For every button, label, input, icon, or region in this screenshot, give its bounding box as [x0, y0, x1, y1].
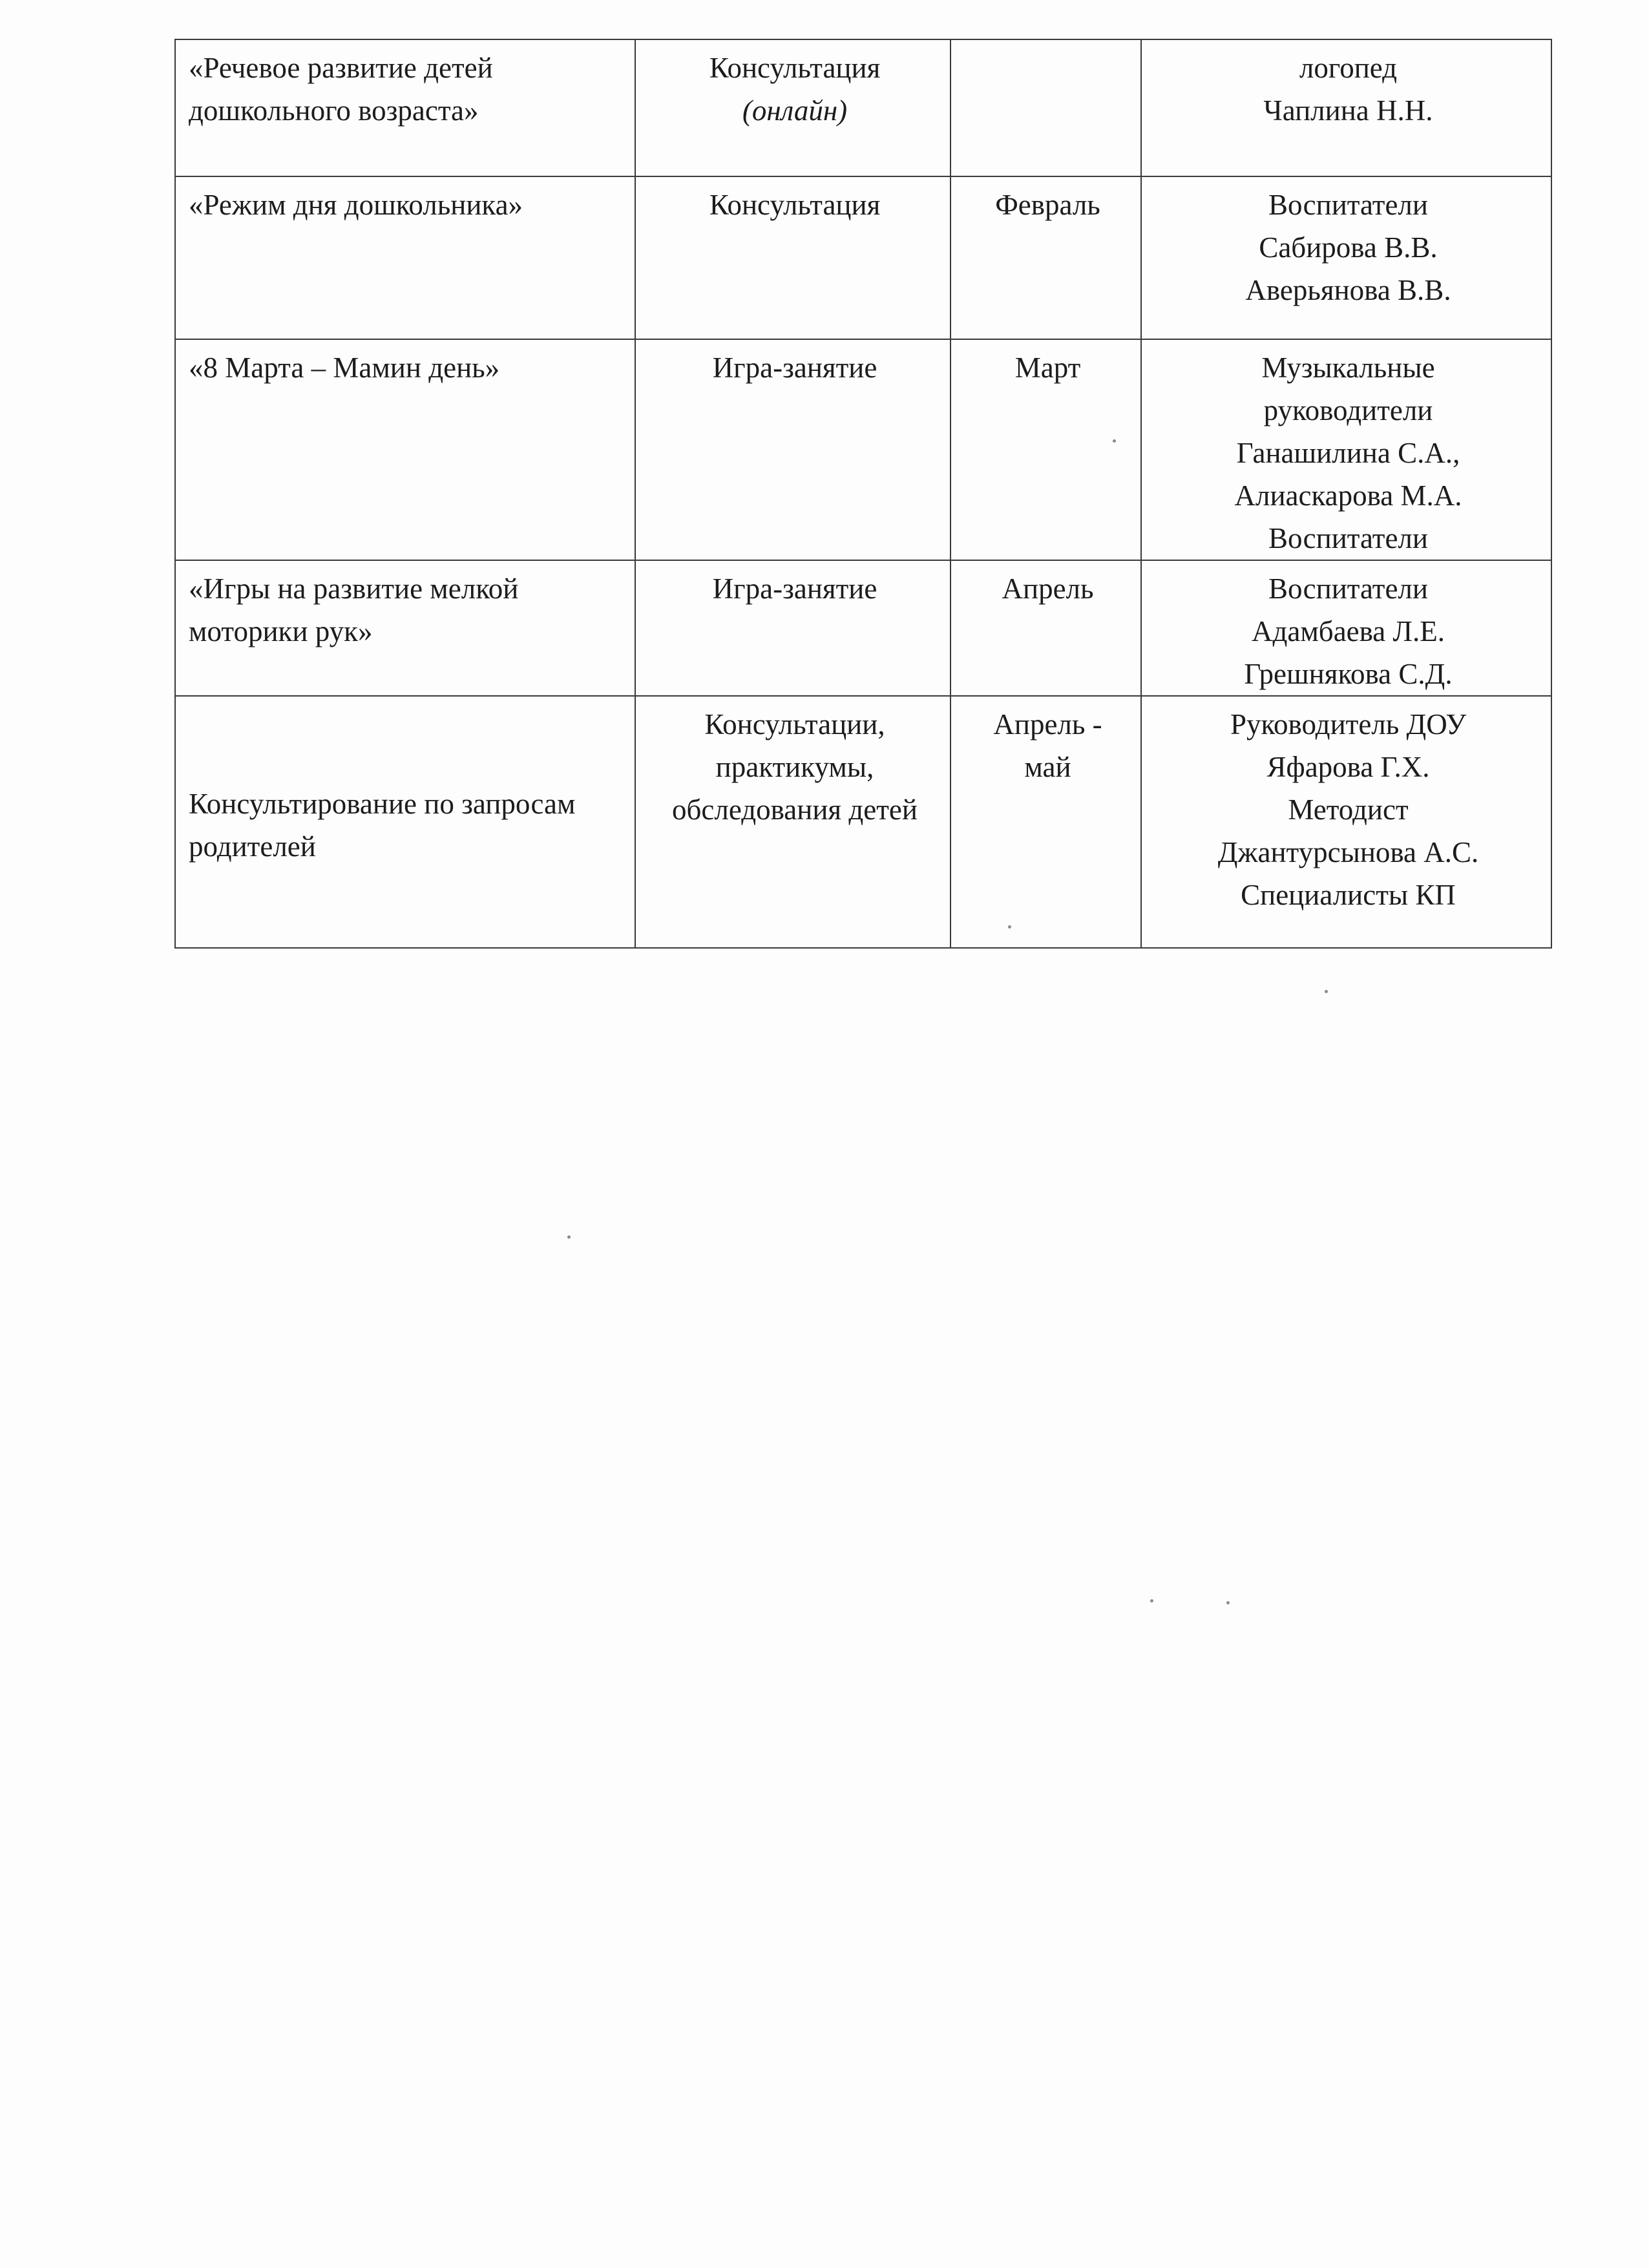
form-cell: Консультация: [635, 176, 951, 339]
form-cell: Игра-занятие: [635, 339, 951, 560]
form-cell: Консультации, практикумы, обследования детей: [635, 696, 951, 948]
date-cell: Февраль: [951, 176, 1141, 339]
table-row: [175, 176, 1551, 339]
responsible-cell: Воспитатели Адамбаева Л.Е. Грешнякова С.Д.: [1141, 560, 1551, 696]
date-cell: Апрель - май: [951, 696, 1141, 948]
scan-speck: [1226, 1601, 1230, 1604]
topic-cell: «8 Марта – Мамин день»: [175, 339, 635, 560]
events-table: [174, 39, 1552, 949]
topic-cell: «Режим дня дошкольника»: [175, 176, 635, 339]
scan-speck: [567, 1235, 571, 1239]
topic-cell: «Игры на развитие мелкой моторики рук»: [175, 560, 635, 696]
table-row: [175, 339, 1551, 560]
form-cell: Консультация (онлайн): [635, 39, 951, 176]
date-cell: Апрель: [951, 560, 1141, 696]
scan-speck: [1113, 439, 1116, 443]
table-row: [175, 39, 1551, 176]
responsible-cell: логопед Чаплина Н.Н.: [1141, 39, 1551, 176]
table-row: [175, 696, 1551, 948]
form-cell: Игра-занятие: [635, 560, 951, 696]
date-cell: [951, 39, 1141, 176]
topic-cell: Консультирование по запросам родителей: [175, 696, 635, 948]
responsible-cell: Руководитель ДОУ Яфарова Г.Х. Методист Джантурсынова А.С. Специалисты КП: [1141, 696, 1551, 948]
topic-cell: «Речевое развитие детей дошкольного возраста»: [175, 39, 635, 176]
scan-speck: [1008, 925, 1011, 929]
scan-speck: [1150, 1599, 1153, 1602]
table-row: [175, 560, 1551, 696]
scan-speck: [1325, 990, 1328, 993]
form-note: (онлайн): [742, 94, 848, 127]
responsible-cell: Воспитатели Сабирова В.В. Аверьянова В.В.: [1141, 176, 1551, 339]
responsible-cell: Музыкальные руководители Ганашилина С.А., Алиаскарова М.А. Воспитатели: [1141, 339, 1551, 560]
date-cell: Март: [951, 339, 1141, 560]
